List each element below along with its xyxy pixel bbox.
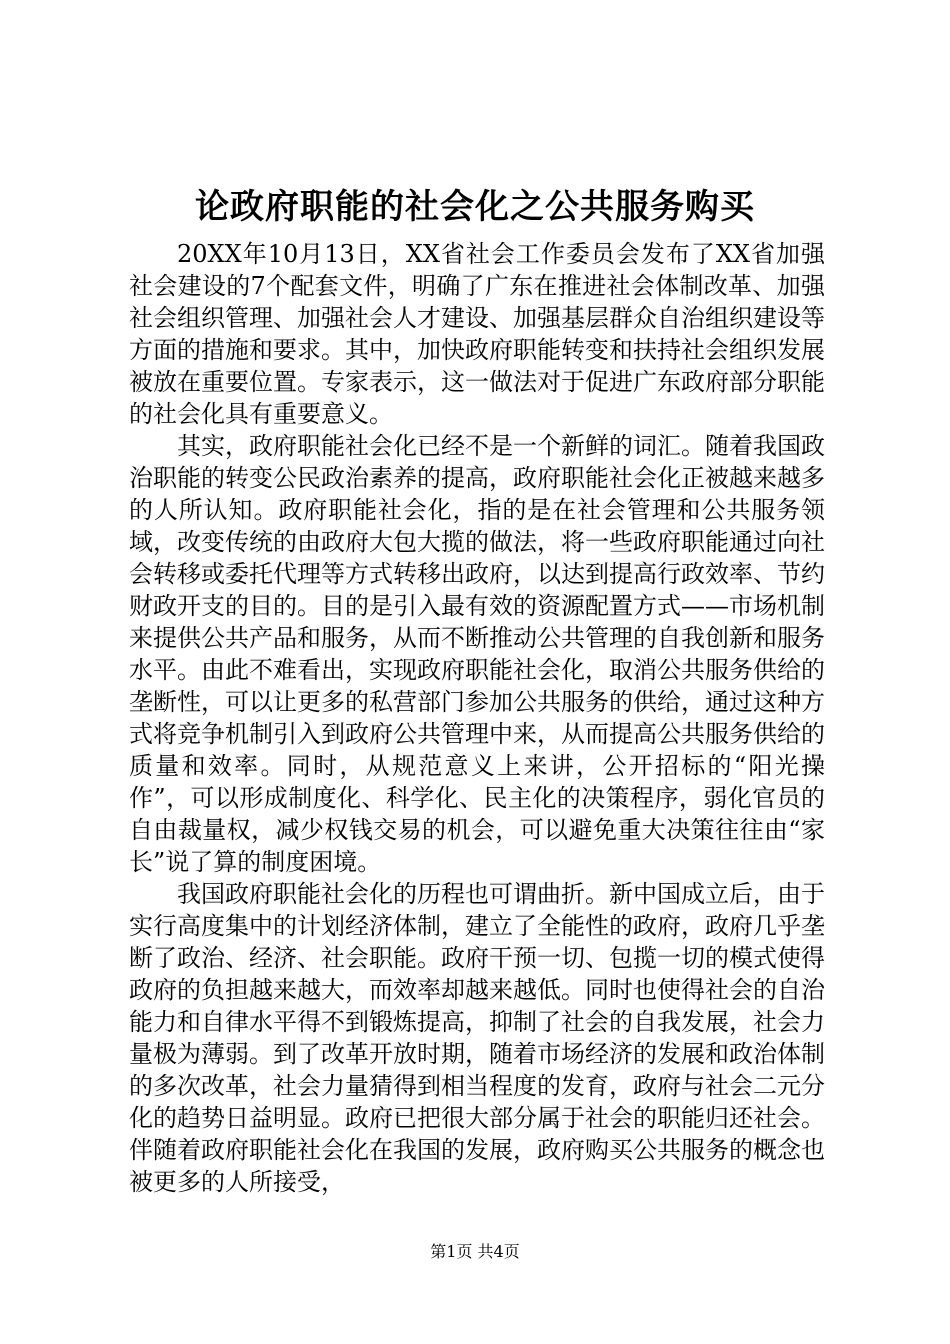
paragraph-3: 我国政府职能社会化的历程也可谓曲折。新中国成立后，由于实行高度集中的计划经济体制，建立了全能性的政府，政府几乎垄断了政治、经济、社会职能。政府干预一切、包揽一切的模式使得政府的负担越来越大，而效率却越来越低。同时也使得社会的自治能力和自律水平得不到锻炼提高，抑制了社会的自我发展，社会力量极为薄弱。到了改革开放时期，随着市场经济的发展和政治体制的多次改革，社会力量猜得到相当程度的发育，政府与社会二元分化的趋势日益明显。政府已把很大部分属于社会的职能归还社会。伴随着政府职能社会化在我国的发展，政府购买公共服务的概念也被更多的人所接受，: [129, 880, 825, 1196]
page-number-footer: 第1页 共4页: [430, 1242, 520, 1261]
document-title: 论政府职能的社会化之公共服务购买: [195, 187, 755, 227]
paragraph-2: 其实，政府职能社会化已经不是一个新鲜的词汇。随着我国政治职能的转变公民政治素养的提高，政府职能社会化正被越来越多的人所认知。政府职能社会化，指的是在社会管理和公共服务领域，改变传统的由政府大包大揽的做法，将一些政府职能通过向社会转移或委托代理等方式转移出政府，以达到提高行政效率、节约财政开支的目的。目的是引入最有效的资源配置方式——市场机制来提供公共产品和服务，从而不断推动公共管理的自我创新和服务水平。由此不难看出，实现政府职能社会化，取消公共服务供给的垄断性，可以让更多的私营部门参加公共服务的供给，通过这种方式将竞争机制引入到政府公共管理中来，从而提高公共服务供给的质量和效率。同时，从规范意义上来讲，公开招标的“阳光操作”，可以形成制度化、科学化、民主化的决策程序，弱化官员的自由裁量权，减少权钱交易的机会，可以避免重大决策往往由“家长”说了算的制度困境。: [129, 432, 825, 876]
paragraph-1: 20XX年10月13日，XX省社会工作委员会发布了XX省加强社会建设的7个配套文件，明确了广东在推进社会体制改革、加强社会组织管理、加强社会人才建设、加强基层群众自治组织建设等方面的措施和要求。其中，加快政府职能转变和扶持社会组织发展被放在重要位置。专家表示，这一做法对于促进广东政府部分职能的社会化具有重要意义。: [129, 240, 825, 428]
document-body: [129, 238, 825, 1198]
